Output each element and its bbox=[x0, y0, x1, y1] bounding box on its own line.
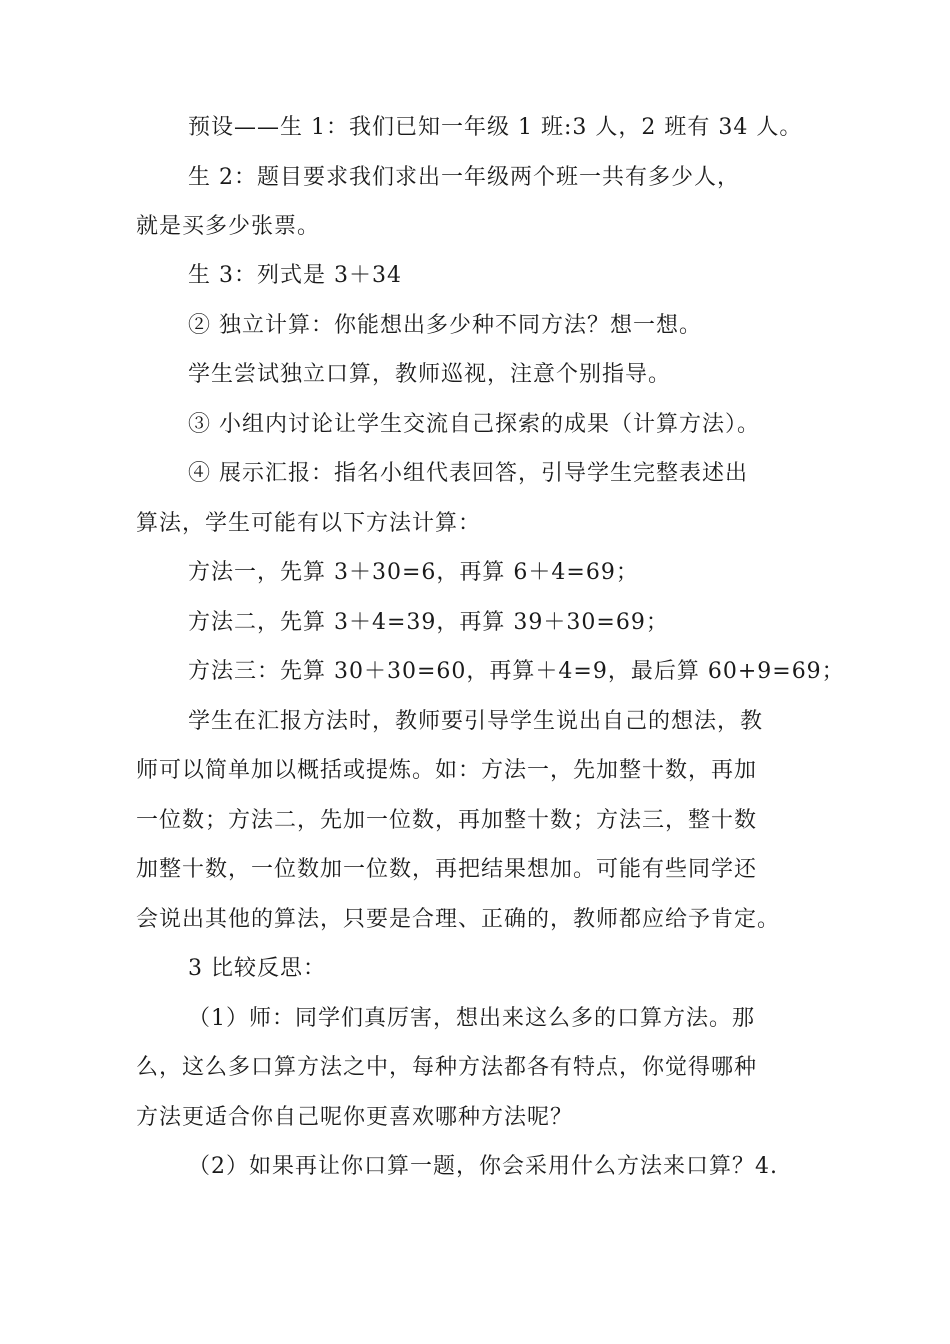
text-line: 会说出其他的算法，只要是合理、正确的，教师都应给予肯定。 bbox=[136, 907, 781, 932]
text-line: ③ 小组内讨论让学生交流自己探索的成果（计算方法）。 bbox=[188, 412, 760, 437]
text-line: 么，这么多口算方法之中，每种方法都各有特点，你觉得哪种 bbox=[136, 1055, 758, 1080]
text-line: 方法一，先算 3＋30=6，再算 6＋4=69； bbox=[188, 560, 639, 585]
text-line: ④ 展示汇报：指名小组代表回答，引导学生完整表述出 bbox=[188, 461, 748, 486]
text-line: 学生尝试独立口算，教师巡视，注意个别指导。 bbox=[188, 362, 672, 387]
text-line: 学生在汇报方法时，教师要引导学生说出自己的想法，教 bbox=[188, 709, 764, 734]
text-line: 预设——生 1：我们已知一年级 1 班:3 人，2 班有 34 人。 bbox=[188, 115, 803, 140]
text-line: ② 独立计算：你能想出多少种不同方法？想一想。 bbox=[188, 313, 702, 338]
text-line: 算法，学生可能有以下方法计算： bbox=[136, 511, 482, 536]
text-line: 加整十数，一位数加一位数，再把结果想加。可能有些同学还 bbox=[136, 857, 758, 882]
text-line: 师可以简单加以概括或提炼。如：方法一，先加整十数，再加 bbox=[136, 758, 758, 783]
text-line: （1）师：同学们真厉害，想出来这么多的口算方法。那 bbox=[188, 1006, 755, 1031]
text-line: 一位数；方法二，先加一位数，再加整十数；方法三，整十数 bbox=[136, 808, 758, 833]
text-line: 方法二，先算 3＋4=39，再算 39＋30=69； bbox=[188, 610, 669, 635]
text-line: （2）如果再让你口算一题，你会采用什么方法来口算？4. bbox=[188, 1154, 778, 1179]
text-line: 生 3：列式是 3＋34 bbox=[188, 263, 402, 288]
text-line: 方法三：先算 30＋30=60，再算＋4=9，最后算 60+9=69； bbox=[188, 659, 845, 684]
text-line: 就是买多少张票。 bbox=[136, 214, 321, 239]
text-line: 方法更适合你自己呢你更喜欢哪种方法呢？ bbox=[136, 1105, 574, 1130]
text-line: 生 2：题目要求我们求出一年级两个班一共有多少人， bbox=[188, 165, 740, 190]
text-line: 3 比较反思： bbox=[188, 956, 326, 981]
